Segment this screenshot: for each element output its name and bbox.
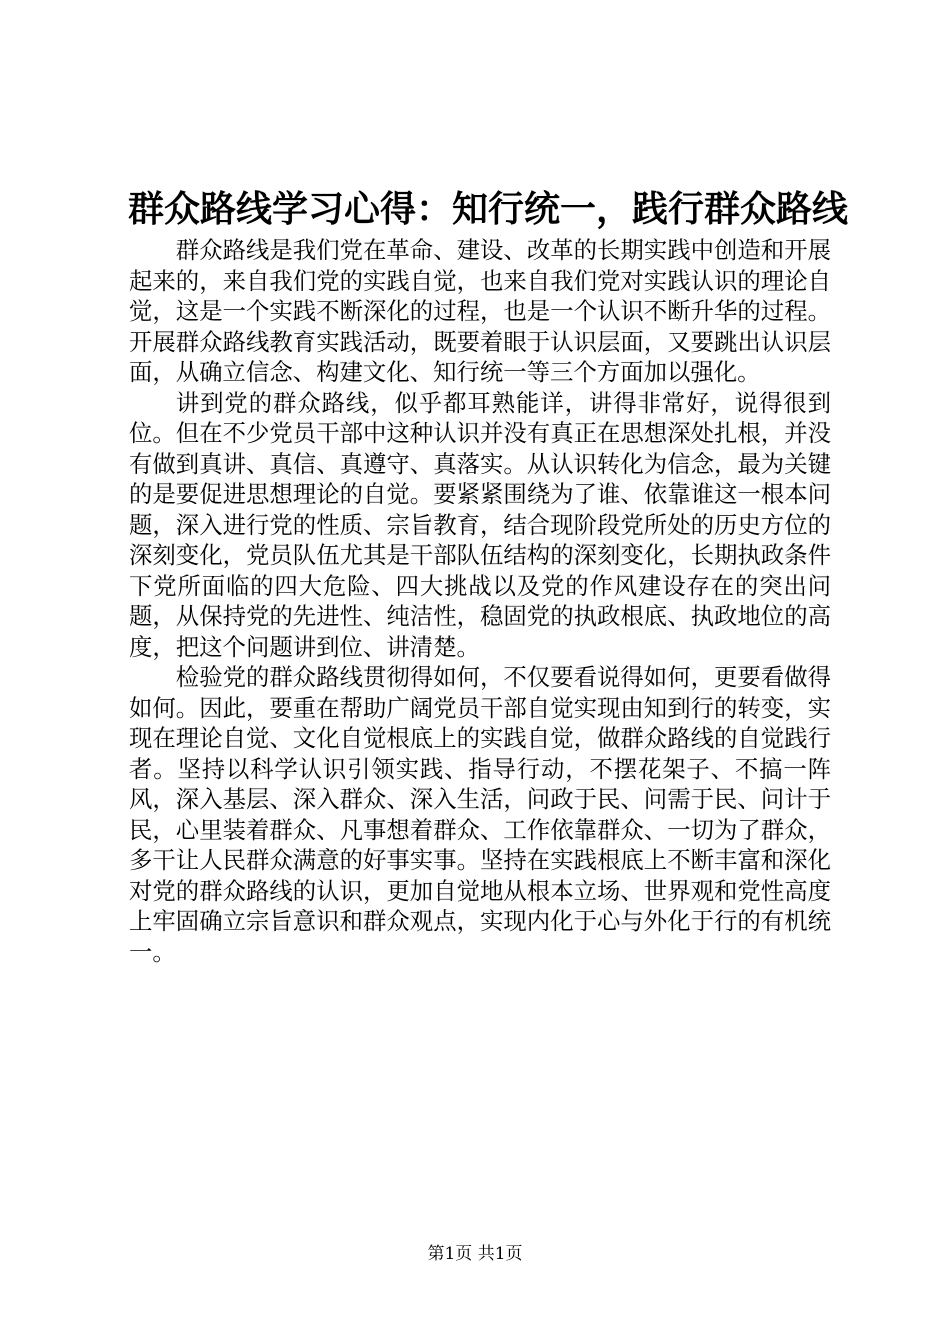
paragraph: 检验党的群众路线贯彻得如何，不仅要看说得如何，更要看做得如何。因此，要重在帮助广阔党员干部自觉实现由知到行的转变，实现在理论自觉、文化自觉根底上的实践自觉，做群众路线的自觉践行者。坚持以科学认识引领实践、指导行动，不摆花架子、不搞一阵风，深入基层、深入群众、深入生活，问政于民、问需于民、问计于民，心里装着群众、凡事想着群众、工作依靠群众、一切为了群众，多干让人民群众满意的好事实事。坚持在实践根底上不断丰富和深化对党的群众路线的认识，更加自觉地从根本立场、世界观和党性高度上牢固确立宗旨意识和群众观点，实现内化于心与外化于行的有机统一。: [129, 663, 831, 966]
paragraph: 讲到党的群众路线，似乎都耳熟能详，讲得非常好，说得很到位。但在不少党员干部中这种认识并没有真正在思想深处扎根，并没有做到真讲、真信、真遵守、真落实。从认识转化为信念，最为关键的是要促进思想理论的自觉。要紧紧围绕为了谁、依靠谁这一根本问题，深入进行党的性质、宗旨教育，结合现阶段党所处的历史方位的深刻变化，党员队伍尤其是干部队伍结构的深刻变化，长期执政条件下党所面临的四大危险、四大挑战以及党的作风建设存在的突出问题，从保持党的先进性、纯洁性，稳固党的执政根底、执政地位的高度，把这个问题讲到位、讲清楚。: [129, 388, 831, 661]
paragraph: 群众路线是我们党在革命、建设、改革的长期实践中创造和开展起来的，来自我们党的实践自觉，也来自我们党对实践认识的理论自觉，这是一个实践不断深化的过程，也是一个认识不断升华的过程。开展群众路线教育实践活动，既要着眼于认识层面，又要跳出认识层面，从确立信念、构建文化、知行统一等三个方面加以强化。: [129, 236, 831, 386]
document-body: [129, 235, 831, 967]
page-footer: 第1页 共1页: [427, 1244, 523, 1264]
document-title: 群众路线学习心得：知行统一，践行群众路线: [128, 188, 849, 230]
